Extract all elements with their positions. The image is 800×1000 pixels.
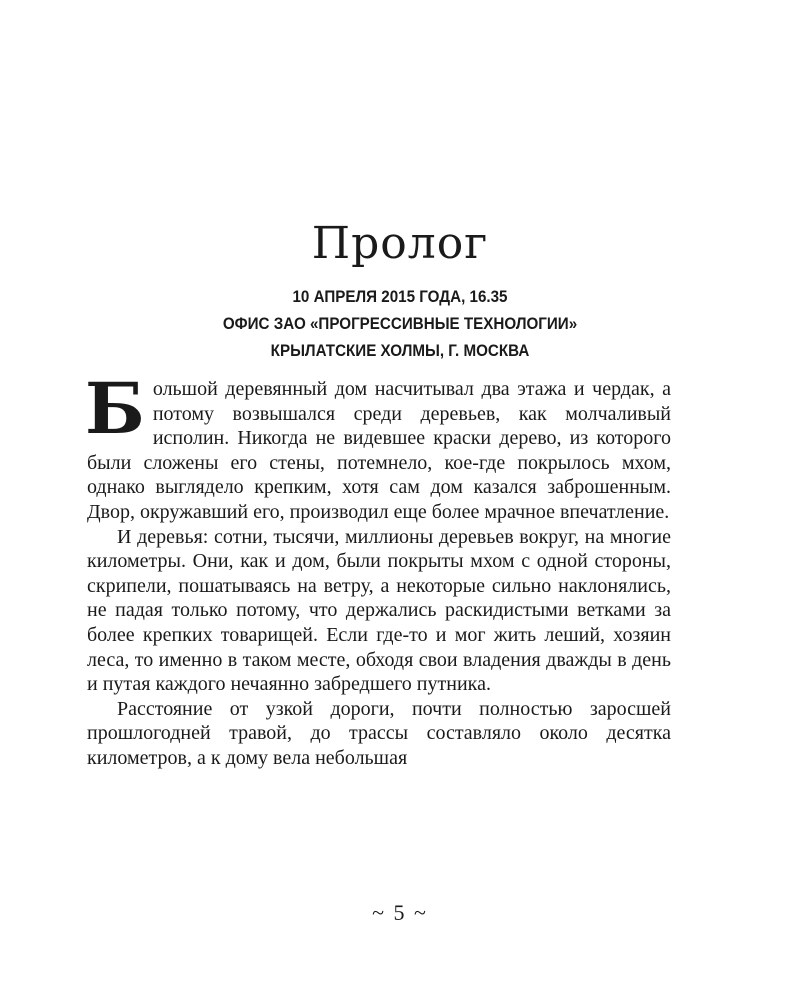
page-number: ~ 5 ~ xyxy=(372,900,428,925)
chapter-subtitle xyxy=(32,284,768,365)
subtitle-date-line: 10 АПРЕЛЯ 2015 ГОДА, 16.35 xyxy=(292,288,508,306)
body-text xyxy=(85,367,671,771)
subtitle-location-line: КРЫЛАТСКИЕ ХОЛМЫ, Г. МОСКВА xyxy=(270,342,530,360)
paragraph-3: Расстояние от узкой дороги, почти полностью заросшей прошлогодней травой, до трассы составляло около десятка километров, а к дому вела небольшая xyxy=(87,697,671,769)
paragraph-1 xyxy=(85,367,671,525)
drop-cap: Б xyxy=(85,367,145,450)
subtitle-office-line: ОФИС ЗАО «ПРОГРЕССИВНЫЕ ТЕХНОЛОГИИ» xyxy=(222,315,578,333)
chapter-title: Пролог xyxy=(311,218,489,269)
paragraph-2: И деревья: сотни, тысячи, миллионы деревьев вокруг, на многие километры. Они, как и дом, были покрыты мхом с одной стороны, скрипели, пошатываясь на ветру, а некоторые сильно наклонялись, не падая только потому, что держались раскидистыми ветками за более крепких товарищей. Если где-то и мог жить леший, хозяин леса, то именно в таком месте, обходя свои владения дважды в день и путая каждого нечаянно забредшего путника. xyxy=(87,525,671,696)
paragraph-1-text: ольшой деревянный дом насчитывал два этажа и чердак, а потому возвышался среди деревьев, как молчаливый исполин. Никогда не видевшее краски дерево, из которого были сложены его стены, потемнело, кое-где покрылось мхом, однако выглядело крепким, хотя сам дом казался заброшенным. Двор, окружавший его, производил еще более мрачное впечатление. xyxy=(87,378,671,523)
